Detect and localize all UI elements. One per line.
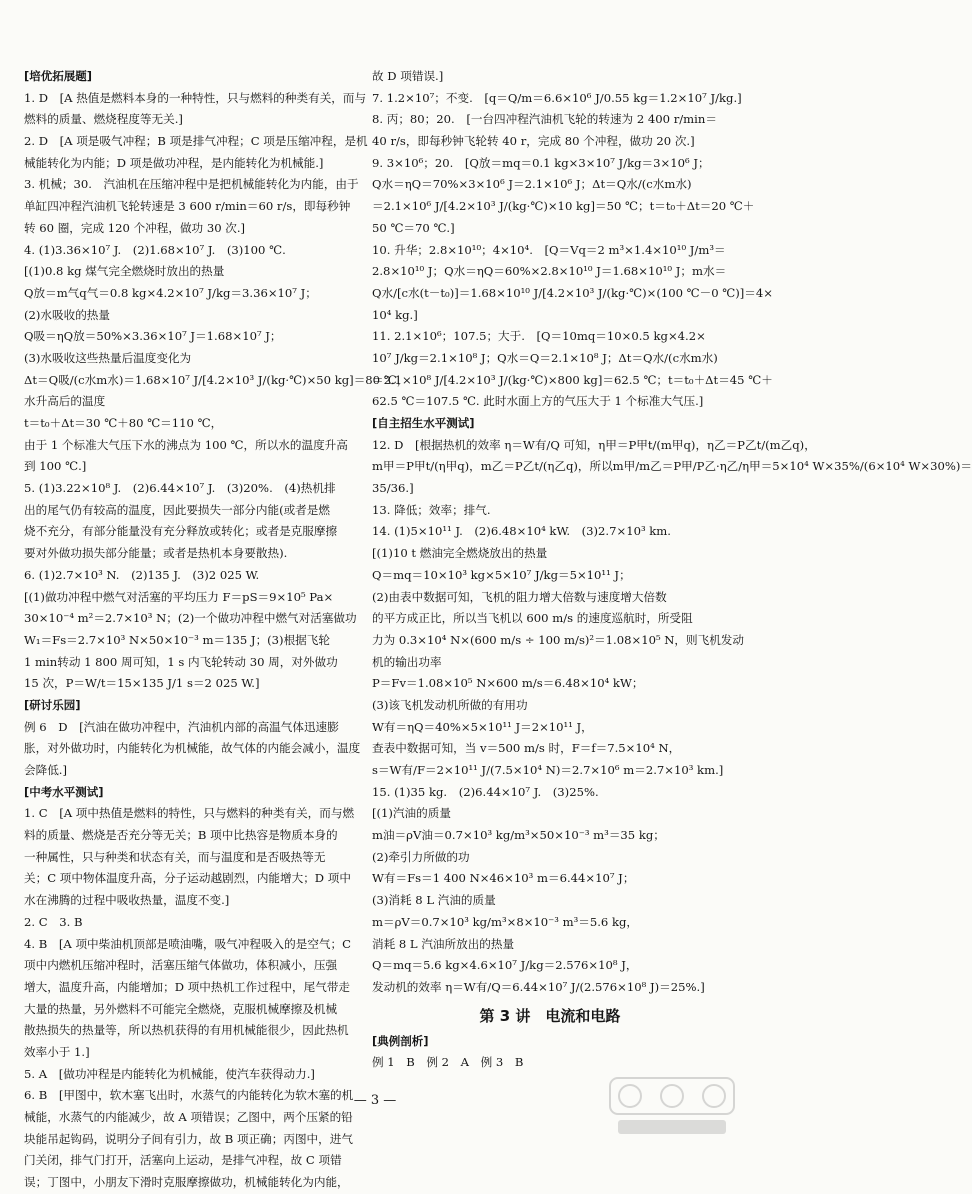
text-line: 单缸四冲程汽油机飞轮转速是 3 600 r/min＝60 r/s，即每秒钟 [24, 199, 351, 214]
lecture-title: 第 3 讲 电流和电路 [479, 1006, 621, 1025]
text-line: Q放＝m气q气＝0.8 kg×4.2×10⁷ J/kg＝3.36×10⁷ J； [24, 285, 317, 300]
text-line: 误；丁图中，小朋友下滑时克服摩擦做功，机械能转化为内能， [24, 1175, 349, 1190]
section-header: [典例剖析] [372, 1033, 429, 1048]
text-line: 例 6 D [汽油在做功冲程中，汽油机内部的高温气体迅速膨 [24, 719, 339, 734]
text-line: 5. (1)3.22×10⁸ J. (2)6.44×10⁷ J. (3)20%. (4)热机排 [24, 481, 336, 496]
text-line: 例 1 B 例 2 A 例 3 B [372, 1055, 524, 1070]
text-line: 散热损失的热量等，所以热机获得的有用机械能很少，因此热机 [24, 1023, 349, 1038]
text-line: 10⁴ kg.] [372, 307, 418, 322]
section-header: [自主招生水平测试] [372, 416, 475, 430]
text-line: 50 ℃＝70 ℃.] [372, 220, 455, 235]
text-line: 增大，温度升高，内能增加；D 项中热机工作过程中，尾气带走 [24, 979, 351, 994]
text-line: t＝t₀＋Δt＝30 ℃＋80 ℃＝110 ℃， [24, 416, 223, 430]
text-line: 12. D [根据热机的效率 η＝W有/Q 可知，η甲＝P甲t/(m甲q)，η乙＝P乙t/(m乙q)， [372, 437, 816, 452]
text-line: m油＝ρV油＝0.7×10³ kg/m³×50×10⁻³ m³＝35 kg； [372, 828, 665, 843]
section-header: [培优拓展题] [24, 69, 93, 83]
text-line: 3. 机械；30. 汽油机在压缩冲程中是把机械能转化为内能，由于 [24, 177, 359, 192]
text-line: 力为 0.3×10⁴ N×(600 m/s ÷ 100 m/s)²＝1.08×10⁵ N，则飞机发动 [372, 632, 744, 647]
text-line: 2. C 3. B [24, 914, 83, 929]
text-line: [(1)10 t 燃油完全燃烧放出的热量 [372, 546, 548, 561]
text-line: 由于 1 个标准大气压下水的沸点为 100 ℃，所以水的温度升高 [24, 437, 348, 452]
text-line: 门关闭，排气门打开，活塞向上运动，是排气冲程，故 C 项错 [24, 1153, 342, 1168]
watermark-logo [608, 1076, 736, 1138]
text-line: 会降低.] [24, 763, 67, 777]
text-line: 2. D [A 项是吸气冲程；B 项是排气冲程；C 项是压缩冲程，是机 [24, 134, 368, 149]
text-line: ＝2.1×10⁸ J/[4.2×10³ J/(kg·℃)×800 kg]＝62.5 ℃；t＝t₀＋Δt＝45 ℃＋ [372, 372, 773, 387]
right-answers [372, 66, 972, 999]
text-line: 35/36.] [372, 481, 414, 496]
text-line: 查表中数据可知，当 v＝500 m/s 时，F＝f＝7.5×10⁴ N， [372, 741, 681, 756]
text-line: 1 min转动 1 800 周可知，1 s 内飞轮转动 30 周，对外做功 [24, 654, 338, 669]
text-line: 8. 丙；80；20. [一台四冲程汽油机飞轮的转速为 2 400 r/min＝ [372, 112, 717, 127]
text-line: 水升高后的温度 [24, 394, 106, 409]
text-line: 15 次，P＝W/t＝15×135 J/1 s＝2 025 W.] [24, 676, 260, 691]
text-line: 10⁷ J/kg＝2.1×10⁸ J；Q水＝Q＝2.1×10⁸ J；Δt＝Q水/(c水m水) [372, 350, 718, 365]
text-line: 故 D 项错误.] [372, 69, 444, 83]
text-line: 转 60 圈，完成 120 个冲程，做功 30 次.] [24, 220, 246, 235]
text-line: 2.8×10¹⁰ J；Q水＝ηQ＝60%×2.8×10¹⁰ J＝1.68×10¹⁰ J；m水＝ [372, 264, 727, 279]
text-line: W有＝Fs＝1 400 N×46×10³ m＝6.44×10⁷ J； [372, 871, 635, 886]
text-line: 烧不充分，有部分能量没有充分释放或转化；或者是克服摩擦 [24, 524, 338, 539]
text-line: [(1)汽油的质量 [372, 806, 451, 821]
text-line: m＝ρV＝0.7×10³ kg/m³×8×10⁻³ m³＝5.6 kg， [372, 914, 639, 929]
text-line: W₁＝Fs＝2.7×10³ N×50×10⁻³ m＝135 J；(3)根据飞轮 [24, 632, 330, 647]
text-line: (2)水吸收的热量 [24, 307, 110, 322]
text-line: 6. B [甲图中，软木塞飞出时，水蒸气的内能转化为软木塞的机 [24, 1088, 354, 1103]
text-line: 4. (1)3.36×10⁷ J. (2)1.68×10⁷ J. (3)100 ℃. [24, 242, 286, 257]
text-line: Q＝mq＝5.6 kg×4.6×10⁷ J/kg＝2.576×10⁸ J， [372, 958, 638, 973]
text-line: 块能吊起钩码，说明分子间有引力，故 B 项正确；丙图中，进气 [24, 1131, 353, 1146]
text-line: 燃料的质量、燃烧程度等无关.] [24, 112, 183, 127]
text-line: (2)由表中数据可知，飞机的阻力增大倍数与速度增大倍数 [372, 589, 667, 604]
text-line: 1. C [A 项中热值是燃料的特性，只与燃料的种类有关，而与燃 [24, 806, 355, 821]
text-line: m甲＝P甲t/(η甲q)，m乙＝P乙t/(η乙q)，所以m甲/m乙＝P甲/P乙·η乙/η甲＝5×10⁴ W×35%/(6×10⁴ W×30%)＝ [372, 459, 972, 474]
section-header: [中考水平测试] [24, 784, 104, 799]
right-column [372, 66, 972, 1074]
text-line: 料的质量、燃烧是否充分等无关；B 项中比热容是物质本身的 [24, 828, 338, 843]
text-line: 一种属性，只与种类和状态有关，而与温度和是否吸热等无 [24, 849, 326, 864]
text-line: 要对外做功损失部分能量；或者是热机本身要散热). [24, 546, 288, 561]
text-line: 6. (1)2.7×10³ N. (2)135 J. (3)2 025 W. [24, 567, 260, 582]
text-line: 水在沸腾的过程中吸收热量，温度不变.] [24, 893, 230, 908]
text-line: 62.5 ℃＝107.5 ℃. 此时水面上方的气压大于 1 个标准大气压.] [372, 394, 704, 409]
text-line: Q水＝ηQ＝70%×3×10⁶ J＝2.1×10⁶ J；Δt＝Q水/(c水m水) [372, 177, 692, 192]
text-line: 到 100 ℃.] [24, 459, 87, 474]
text-line: (3)该飞机发动机所做的有用功 [372, 697, 528, 712]
text-line: Q＝mq＝10×10³ kg×5×10⁷ J/kg＝5×10¹¹ J； [372, 567, 631, 582]
text-line: [(1)做功冲程中燃气对活塞的平均压力 F＝pS＝9×10⁵ Pa× [24, 589, 334, 604]
text-line: 效率小于 1.] [24, 1044, 90, 1059]
text-line: 关；C 项中物体温度升高，分子运动越剧烈，内能增大；D 项中 [24, 871, 351, 886]
text-line: 9. 3×10⁶；20. [Q放＝mq＝0.1 kg×3×10⁷ J/kg＝3×10⁶ J； [372, 155, 710, 170]
right-after-block [372, 1031, 728, 1074]
text-line: 发动机的效率 η＝W有/Q＝6.44×10⁷ J/(2.576×10⁸ J)＝25%.] [372, 979, 705, 994]
text-line: 械能转化为内能；D 项是做功冲程，是内能转化为机械能.] [24, 155, 324, 170]
text-line: 40 r/s，即每秒钟飞轮转 40 r，完成 80 个冲程，做功 20 次.] [372, 134, 695, 149]
text-line: (2)牵引力所做的功 [372, 849, 470, 864]
text-line: 5. A [做功冲程是内能转化为机械能，使汽车获得动力.] [24, 1066, 315, 1081]
page-number: — 3 — [353, 1093, 397, 1108]
text-line: Q吸＝ηQ放＝50%×3.36×10⁷ J＝1.68×10⁷ J； [24, 329, 282, 344]
text-line: s＝W有/F＝2×10¹¹ J/(7.5×10⁴ N)＝2.7×10⁶ m＝2.7×10³ km.] [372, 763, 724, 777]
text-line: 30×10⁻⁴ m²＝2.7×10³ N；(2)一个做功冲程中燃气对活塞做功 [24, 611, 357, 626]
text-line: 15. (1)35 kg. (2)6.44×10⁷ J. (3)25%. [372, 784, 599, 799]
text-line: 大量的热量，另外燃料不可能完全燃烧，克服机械摩擦及机械 [24, 1001, 338, 1016]
text-line: [(1)0.8 kg 煤气完全燃烧时放出的热量 [24, 264, 225, 279]
text-line: 消耗 8 L 汽油所放出的热量 [372, 936, 515, 951]
text-line: 13. 降低；效率；排气. [372, 502, 491, 517]
text-line: Q水/[c水(t－t₀)]＝1.68×10¹⁰ J/[4.2×10³ J/(kg·℃)×(100 ℃－0 ℃)]＝4× [372, 285, 773, 300]
text-line: 出的尾气仍有较高的温度，因此要损失一部分内能(或者是燃 [24, 502, 330, 517]
text-line: 14. (1)5×10¹¹ J. (2)6.48×10⁴ kW. (3)2.7×10³ km. [372, 524, 671, 539]
text-line: P＝Fv＝1.08×10⁵ N×600 m/s＝6.48×10⁴ kW； [372, 676, 644, 691]
text-line: 项中内燃机压缩冲程时，活塞压缩气体做功，体积减小，压强 [24, 958, 338, 973]
text-line: 的平方成正比，所以当飞机以 600 m/s 的速度巡航时，所受阻 [372, 611, 693, 626]
text-line: 1. D [A 热值是燃料本身的一种特性，只与燃料的种类有关，而与 [24, 90, 367, 105]
text-line: 械能，水蒸气的内能减少，故 A 项错误；乙图中，两个压紧的铅 [24, 1110, 353, 1124]
text-line: (3)水吸收这些热量后温度变化为 [24, 350, 192, 365]
text-line: Δt＝Q吸/(c水m水)＝1.68×10⁷ J/[4.2×10³ J/(kg·℃)×50 kg]＝80 ℃， [24, 372, 409, 387]
text-line: 11. 2.1×10⁶；107.5；大于. [Q＝10mq＝10×0.5 kg×4.2× [372, 329, 706, 344]
text-line: W有＝ηQ＝40%×5×10¹¹ J＝2×10¹¹ J， [372, 719, 593, 734]
text-line: 10. 升华；2.8×10¹⁰；4×10⁴. [Q＝Vq＝2 m³×1.4×10¹⁰ J/m³＝ [372, 242, 726, 257]
text-line: ＝2.1×10⁶ J/[4.2×10³ J/(kg·℃)×10 kg]＝50 ℃；t＝t₀＋Δt＝20 ℃＋ [372, 199, 755, 214]
text-line: 胀，对外做功时，内能转化为机械能，故气体的内能会减小，温度 [24, 741, 361, 756]
section-header: [研讨乐园] [24, 697, 81, 712]
text-line: 4. B [A 项中柴油机顶部是喷油嘴，吸气冲程吸入的是空气；C [24, 936, 351, 951]
text-line: 机的输出功率 [372, 654, 442, 669]
text-line: 7. 1.2×10⁷；不变. [q＝Q/m＝6.6×10⁶ J/0.55 kg＝1.2×10⁷ J/kg.] [372, 90, 742, 105]
text-line: (3)消耗 8 L 汽油的质量 [372, 893, 496, 908]
